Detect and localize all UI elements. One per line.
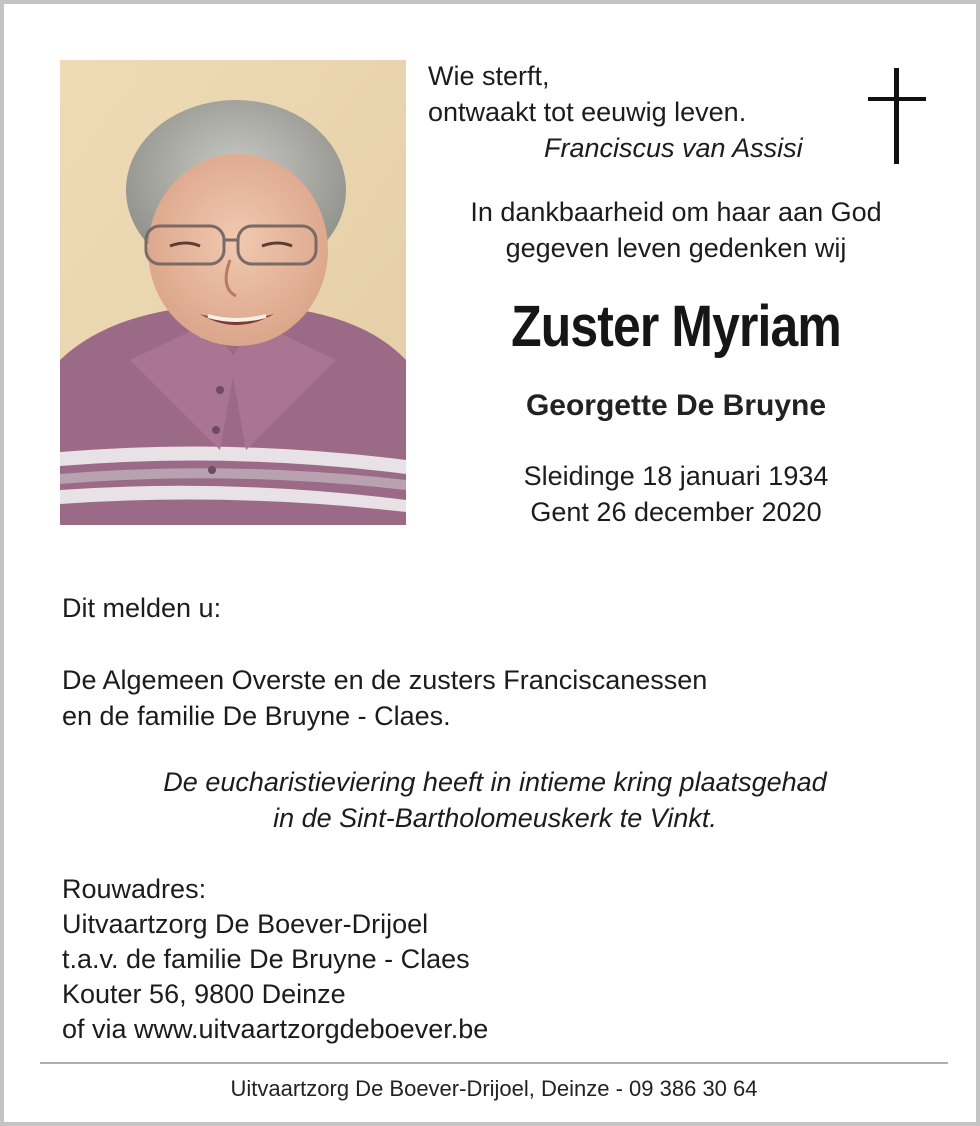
quote-line-1: Wie sterft, bbox=[428, 61, 550, 91]
deceased-block bbox=[428, 194, 924, 530]
cross-icon bbox=[868, 68, 926, 164]
mass-line-2: in de Sint-Bartholomeuskerk te Vinkt. bbox=[273, 803, 717, 833]
mass-notice bbox=[60, 764, 930, 836]
address-line-2: t.a.v. de familie De Bruyne - Claes bbox=[62, 944, 470, 974]
announcement-line-1: De Algemeen Overste en de zusters Franciscanessen bbox=[62, 665, 708, 695]
announcement bbox=[62, 590, 932, 734]
condolence-address bbox=[62, 872, 932, 1047]
life-dates bbox=[428, 458, 924, 530]
address-line-3: Kouter 56, 9800 Deinze bbox=[62, 979, 346, 1009]
intro-line-1: In dankbaarheid om haar aan God bbox=[470, 197, 882, 227]
deceased-name: Zuster Myriam bbox=[511, 294, 841, 359]
portrait-photo bbox=[60, 60, 406, 525]
address-website: of via www.uitvaartzorgdeboever.be bbox=[62, 1014, 489, 1044]
footer-divider bbox=[40, 1062, 948, 1064]
mass-line-1: De eucharistieviering heeft in intieme kring plaatsgehad bbox=[163, 767, 827, 797]
intro-text bbox=[428, 194, 924, 266]
announcement-heading: Dit melden u: bbox=[62, 593, 222, 623]
footer-contact: Uitvaartzorg De Boever-Drijoel, Deinze - 09 386 30 64 bbox=[230, 1076, 758, 1101]
quote-block bbox=[428, 58, 803, 166]
announcement-line-2: en de familie De Bruyne - Claes. bbox=[62, 701, 451, 731]
birth-date: Sleidinge 18 januari 1934 bbox=[523, 461, 829, 491]
address-line-1: Uitvaartzorg De Boever-Drijoel bbox=[62, 909, 429, 939]
intro-line-2: gegeven leven gedenken wij bbox=[505, 233, 847, 263]
death-date: Gent 26 december 2020 bbox=[530, 497, 822, 527]
address-heading: Rouwadres: bbox=[62, 874, 207, 904]
portrait-illustration bbox=[60, 60, 406, 525]
civil-name: Georgette De Bruyne bbox=[525, 389, 827, 422]
quote-line-2: ontwaakt tot eeuwig leven. bbox=[428, 97, 747, 127]
quote-author: Franciscus van Assisi bbox=[544, 133, 803, 163]
